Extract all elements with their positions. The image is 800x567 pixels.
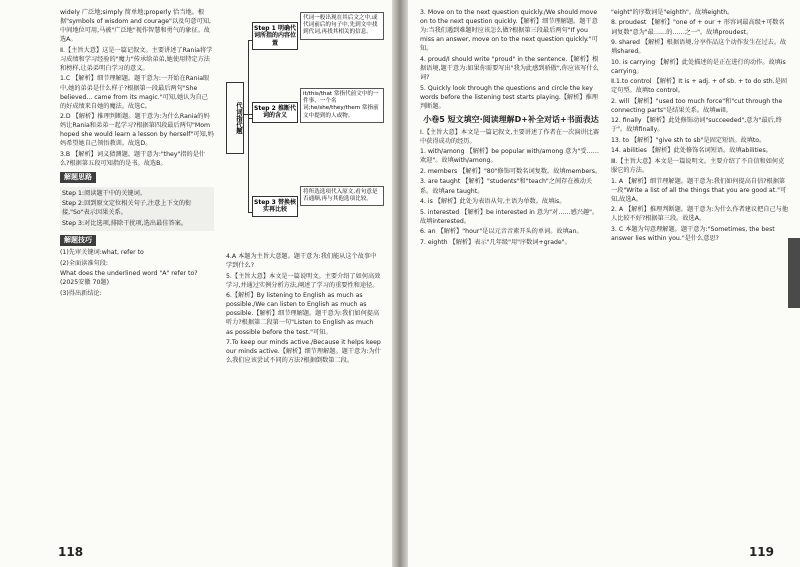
paragraph: 2. will 【解析】"used too much force"和"cut through the connecting parts"是结果关系。故填will。	[611, 97, 783, 114]
page-number: 119	[748, 545, 774, 559]
section-label: 解题思路	[60, 172, 96, 183]
section-label: 解题技巧	[60, 235, 96, 246]
paragraph: 3. are taught 【解析】"students"和"teach"之间存在被动关系。故填are taught。	[420, 178, 593, 195]
paragraph: 4. proud/I should write "proud" in the sentence.【解析】根据语境,题干意为:如果你需要写出"我为此感到骄傲",你应该写什么词?	[420, 55, 599, 82]
paragraph: 6. an 【解析】"hour"是以元音音素开头的单词。故填an。	[420, 228, 583, 236]
steps-box	[60, 187, 214, 232]
paragraph: 4. is 【解析】此处为表语从句,主语为单数。故填is。	[420, 198, 566, 206]
paragraph: Ⅰ.【主旨大意】本文是一篇记叙文,主要讲述了作者在一次演讲比赛中获得成功的经历。	[420, 128, 600, 145]
paragraph: 1.C 【解析】细节理解题。题干意为:一开始在Rania眼中,她的弟弟是什么样子?根据第一段最后两句"She believed... came from its magic."可知,她认为自己的好成绩来自她的魔法。故选C。	[60, 75, 210, 110]
paragraph: 5.【主旨大意】本文是一篇说明文。主要介绍了如何高效学习,并通过实例分析方法,阐述了学习的重要性和途径。	[226, 272, 381, 289]
left-page	[0, 0, 392, 567]
paragraph: 13. to 【解析】"give sth to sb"是固定短语。故填to。	[611, 136, 766, 144]
tip-text: (1)先审关键词:what, refer to	[60, 249, 144, 257]
mind-map-center: 代词指代题	[226, 82, 244, 154]
step-text: Step 2:回到原文定位相关句子,注意上下文的衔接,"So"表示因果关系。	[62, 200, 192, 217]
mind-map-desc-1: 代词一般出现在其后文之中,或代词前后的句子中,先到文中找到代词,再找其相关的信息。	[300, 12, 384, 40]
paragraph: Ⅱ.1.to control 【解析】It is + adj. + of sb. + to do sth.是固定句型。故填to control。	[611, 78, 787, 95]
mind-map-step-1: Step 1 明确代词所指的内容位置	[252, 22, 298, 50]
paragraph: 2. members 【解析】"80"修饰可数名词复数。故填members。	[420, 167, 602, 175]
paragraph: 2. A 【解析】推理判断题。题干意为:为什么作者建议把自己与他人比较不好?根据第三段。故选A。	[611, 206, 789, 223]
connector-line	[248, 40, 249, 212]
mind-map-desc-2: it/this/that 常指代前文中的一件事、一个名词;he/she/they/them 常指前文中提到的人或物。	[300, 88, 384, 123]
paragraph: 7.To keep our minds active./Because it helps keep our minds active.【解析】细节理解题。题干意为:为什么我们应该尝试不同的方法?根据倒数第二段。	[226, 339, 381, 365]
edge-tab	[788, 238, 800, 308]
book-gutter	[392, 0, 408, 567]
paragraph: 1. with/among 【解析】be popular with/among 意为"受……欢迎"。故填with/among。	[420, 148, 599, 165]
paragraph: Ⅲ.【主旨大意】本文是一篇说明文。主要介绍了不自信和如何克服它的方法。	[611, 157, 785, 175]
left-column-1	[60, 8, 214, 299]
mind-map-desc-3: 将所选选项代入原文,看句意是否通顺,再与其他选项比较。	[300, 186, 384, 206]
mind-map	[226, 10, 382, 248]
paragraph: widely 广泛地;simply 简单地;properly 恰当地。根据"symbols of wisdom and courage"以及句意可知,中间地位可用,马被"广泛地"视作智慧和勇气的象征。故选A。	[60, 9, 211, 44]
paragraph: 8. proudest 【解析】"one of + our + 形容词最高级+可数名词复数"意为"最……的……之一"。故填proudest。	[611, 19, 785, 36]
mind-map-step-2: Step 2 推断代词的含义	[252, 102, 298, 123]
paragraph: 4.A 本题为主旨大意题。题干意为:我们能从这个故事中学到什么?	[226, 253, 377, 270]
paragraph: 3. Move on to the next question quickly./We should move on to the next question quickly.【解析】细节理解题。题干意为:当我们遇到难题时应该怎么做?根据第三段最后两句"If you miss an answer, move on to the next question quickly."可知。	[420, 9, 598, 53]
right-page	[408, 0, 800, 567]
right-column-1	[420, 8, 602, 248]
paragraph: 14. abilities 【解析】此处修饰名词短语。故填abilities。	[611, 147, 772, 155]
paragraph: 12. finally 【解析】此处修饰动词"succeeded",意为"最后,终于"。故填finally。	[611, 117, 782, 134]
right-column-2	[611, 8, 789, 244]
left-column-2	[226, 252, 382, 367]
paragraph: 6.【解析】By listening to English as much as possible./We can listen to English as much as possible.【解析】细节理解题。题干意为:我们如何提高听力?根据第二段第一句"Listen to English as much as possible before the test."可知。	[226, 292, 380, 336]
step-text: Step 3:对比选项,排除干扰项,选出最佳答案。	[62, 219, 188, 227]
step-text: Step 1:阅读题干中的关键词。	[62, 189, 146, 197]
paragraph: 9. shared 【解析】根据语境,分享作品这个动作发生在过去。故填shared。	[611, 39, 787, 56]
paragraph: 3.B 【解析】词义猜测题。题干意为:"they"指的是什么?根据第五段可知指的是书。故选B。	[60, 150, 206, 168]
paragraph: 2.D 【解析】推理判断题。题干意为:为什么Rania的妈妈让Rania和弟弟一起学习?根据第四段最后两句"Mom hoped she would learn a lesson by herself"可知,妈妈希望她自己领悟教训。故选D。	[60, 113, 214, 148]
paragraph: 1. A 【解析】细节理解题。题干意为:我们如何提高自信?根据第一段"Write a list of all the things that you are good at."可知,故选A。	[611, 177, 787, 203]
paragraph: 3. C 本题为句意理解题。题干意为:"Sometimes, the best answer lies within you."是什么意思?	[611, 225, 775, 242]
section-heading: 小卷5 短文填空·阅读理解D+补全对话+书面表达	[423, 114, 599, 124]
paragraph: "eight"的序数词是"eighth"。故填eighth。	[611, 9, 734, 16]
tip-text: (3)得出新结论:	[60, 289, 102, 297]
page-number: 118	[58, 545, 84, 559]
paragraph: Ⅱ.【主旨大意】这是一篇记叙文。主要讲述了Rania将学习成绩和学习经验的"魔力"传承给弟弟,她使用特定方法和榜样,让弟弟明白学习的意义。	[60, 46, 213, 72]
mind-map-step-3: Step 3 替换核实再比较	[252, 196, 298, 217]
paragraph: 5. interested 【解析】be interested in 意为"对……感兴趣"。故填interested。	[420, 208, 599, 225]
paragraph: 10. is carrying 【解析】此处描述的是正在进行的动作。故填is carrying。	[611, 58, 786, 75]
tip-text: What does the underlined word "A" refer to?(2025安徽 70题)	[60, 270, 198, 287]
paragraph: 5. Quickly look through the questions and circle the key words before the listening test starts playing.【解析】推理判断题。	[420, 84, 598, 110]
paragraph: 7. eighth 【解析】表示"几年级"用"序数词+grade"。	[420, 238, 571, 246]
tip-text: (2)全面读准句段:	[60, 259, 108, 267]
